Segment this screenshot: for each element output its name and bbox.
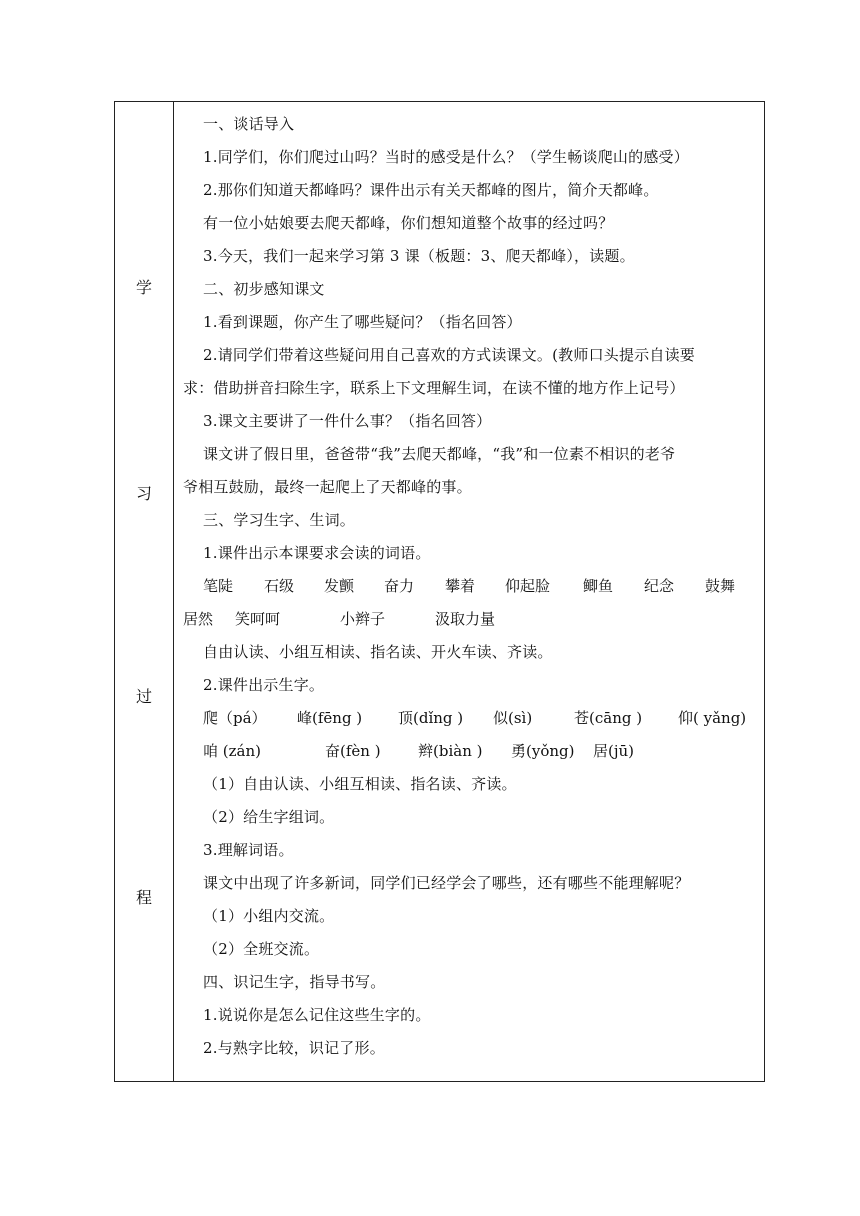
side-label-char: 过 xyxy=(135,687,152,706)
side-label-char: 习 xyxy=(135,484,152,503)
column-divider xyxy=(173,102,174,1081)
pinyin-char: 顶(dǐng ) xyxy=(398,709,464,727)
text-line: 有一位小姑娘要去爬天都峰，你们想知道整个故事的经过吗？ xyxy=(203,214,614,232)
pinyin-char: 咱 (zán) xyxy=(203,742,261,760)
vocab-word: 鼓舞 xyxy=(705,577,736,595)
pinyin-char: 居(jū) xyxy=(593,742,635,760)
text-line: 3.理解词语。 xyxy=(203,841,294,859)
pinyin-char: 勇(yǒng) xyxy=(511,742,575,760)
text-line: 爷相互鼓励，最终一起爬上了天都峰的事。 xyxy=(183,478,472,496)
section-heading: 二、初步感知课文 xyxy=(203,280,325,298)
section-heading: 三、学习生字、生词。 xyxy=(203,511,356,529)
text-line: 求：借助拼音扫除生字，联系上下文理解生词，在读不懂的地方作上记号） xyxy=(183,379,685,397)
vocab-word: 居然 xyxy=(183,610,214,628)
text-line: 课文中出现了许多新词，同学们已经学会了哪些，还有哪些不能理解呢？ xyxy=(203,874,690,892)
text-line: 课文讲了假日里，爸爸带“我”去爬天都峰，“我”和一位素不相识的老爷 xyxy=(203,445,676,463)
section-heading: 四、识记生字，指导书写。 xyxy=(203,973,386,991)
pinyin-char: 仰( yǎng) xyxy=(678,709,747,727)
vocab-word: 石级 xyxy=(264,577,295,595)
text-line: （1）小组内交流。 xyxy=(203,907,335,925)
text-line: 2.课件出示生字。 xyxy=(203,676,325,694)
text-line: 1.课件出示本课要求会读的词语。 xyxy=(203,544,431,562)
pinyin-char: 似(sì) xyxy=(493,709,533,727)
text-line: 自由认读、小组互相读、指名读、开火车读、齐读。 xyxy=(203,643,553,661)
side-label-char: 学 xyxy=(135,278,152,297)
text-line: 1.看到课题，你产生了哪些疑问？（指名回答） xyxy=(203,313,522,331)
vocab-word: 汲取力量 xyxy=(435,610,496,628)
pinyin-char: 爬（pá） xyxy=(203,709,267,727)
pinyin-char: 峰(fēng ) xyxy=(297,709,363,727)
pinyin-char: 苍(cāng ) xyxy=(574,709,643,727)
text-line: 2.请同学们带着这些疑问用自己喜欢的方式读课文。(教师口头提示自读要 xyxy=(203,346,695,364)
vocab-word: 笔陡 xyxy=(203,577,234,595)
pinyin-char: 奋(fèn ) xyxy=(325,742,381,760)
text-line: 1.同学们，你们爬过山吗？当时的感受是什么？（学生畅谈爬山的感受） xyxy=(203,148,689,166)
side-label-char: 程 xyxy=(135,888,152,907)
vocab-word: 仰起脸 xyxy=(505,577,551,595)
vocab-word: 奋力 xyxy=(384,577,415,595)
vocab-word: 发颤 xyxy=(324,577,355,595)
text-line: （1）自由认读、小组互相读、指名读、齐读。 xyxy=(203,775,517,793)
text-line: （2）全班交流。 xyxy=(203,940,320,958)
text-line: 3.课文主要讲了一件什么事？（指名回答） xyxy=(203,412,492,430)
text-line: 2.与熟字比较，识记了形。 xyxy=(203,1039,385,1057)
section-heading: 一、谈话导入 xyxy=(203,115,295,133)
text-line: 1.说说你是怎么记住这些生字的。 xyxy=(203,1006,431,1024)
pinyin-char: 辫(biàn ) xyxy=(418,742,483,760)
vocab-word: 鲫鱼 xyxy=(583,577,614,595)
text-line: 2.那你们知道天都峰吗？课件出示有关天都峰的图片，简介天都峰。 xyxy=(203,181,659,199)
vocab-word: 纪念 xyxy=(644,577,675,595)
vocab-word: 小辫子 xyxy=(340,610,386,628)
text-line: （2）给生字组词。 xyxy=(203,808,335,826)
vocab-word: 笑呵呵 xyxy=(235,610,281,628)
lesson-plan-table xyxy=(114,101,765,1082)
lesson-content xyxy=(175,102,764,1081)
vocab-word: 攀着 xyxy=(445,577,476,595)
text-line: 3.今天，我们一起来学习第 3 课（板题：3、爬天都峰），读题。 xyxy=(203,247,635,265)
